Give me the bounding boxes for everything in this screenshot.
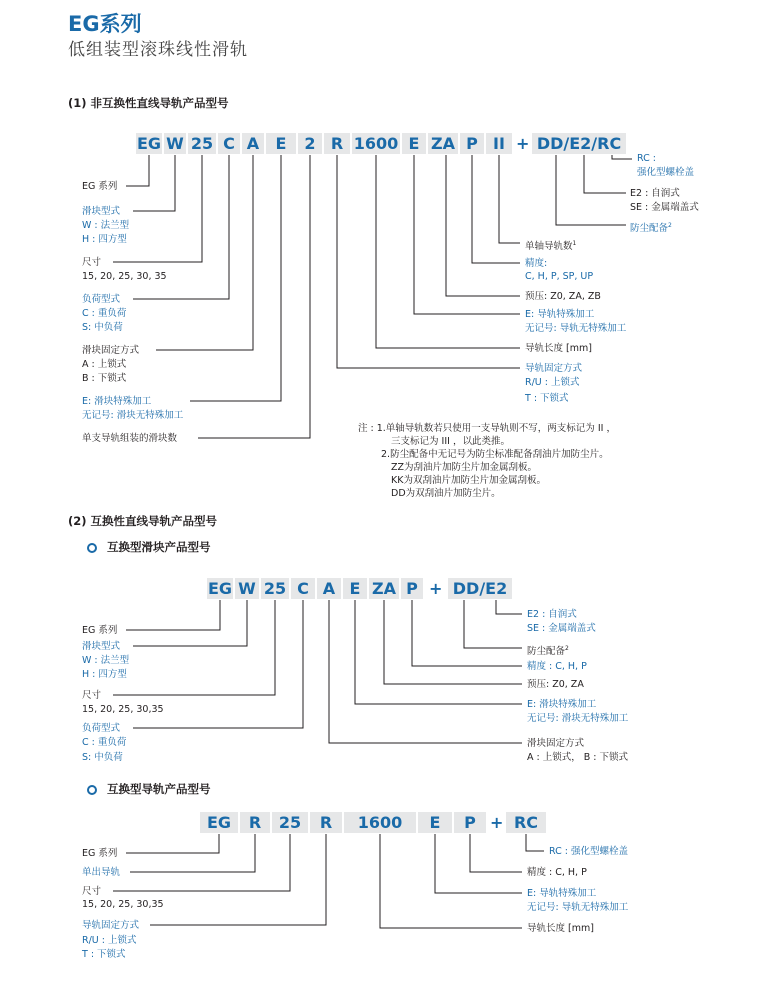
- label-c: C : 重负荷: [82, 308, 127, 319]
- label-s: S: 中负荷: [82, 752, 123, 763]
- label-se: SE : 金属端盖式: [630, 202, 699, 213]
- connector: [126, 155, 149, 186]
- connector: [526, 834, 544, 851]
- label-dust: 防尘配备$^2$: [630, 222, 672, 235]
- label-b: B : 下锁式: [82, 373, 127, 384]
- label-none: 无记号: 滑块无特殊加工: [82, 410, 184, 421]
- code-box: E: [418, 812, 452, 833]
- label-series: EG 系列: [82, 848, 118, 859]
- code-box: EG: [200, 812, 238, 833]
- connector: [113, 834, 290, 891]
- label-fix: 滑块固定方式: [527, 738, 585, 749]
- code-box: E: [402, 133, 426, 154]
- label-t: T : 下锁式: [82, 949, 126, 960]
- label-length: 导轨长度 [mm]: [527, 923, 594, 934]
- connector: [150, 834, 326, 925]
- label-rc: RC : 强化型螺栓盖: [549, 846, 629, 857]
- label-w: W : 法兰型: [82, 220, 130, 231]
- connector: [133, 155, 175, 211]
- connector: [337, 155, 520, 368]
- label-rail-fix: 导轨固定方式: [525, 363, 583, 374]
- code-box: 25: [188, 133, 216, 154]
- label-size: 尺寸: [82, 257, 102, 268]
- connector: [133, 600, 303, 728]
- label-precision: 精度 : C, H, P: [527, 867, 587, 878]
- label-size: 尺寸: [82, 690, 102, 701]
- label-precision: 精度 : C, H, P: [527, 661, 587, 672]
- code-box: R: [240, 812, 270, 833]
- sub1-heading: 互换型滑块产品型号: [107, 540, 211, 554]
- connector: [198, 155, 310, 438]
- sub2-heading: 互换型导轨产品型号: [107, 782, 211, 796]
- label-count: 单支导轨组装的滑块数: [82, 433, 178, 444]
- connector: [376, 155, 520, 348]
- code-box: ZA: [428, 133, 458, 154]
- connector: [355, 600, 522, 704]
- label-se: SE : 金属端盖式: [527, 623, 596, 634]
- code-box: W: [164, 133, 186, 154]
- label-precision-vals: C, H, P, SP, UP: [525, 271, 594, 282]
- connector: [414, 155, 520, 314]
- code-box: A: [242, 133, 264, 154]
- connector: [126, 600, 220, 630]
- label-ab: A : 上锁式， B : 下锁式: [527, 752, 629, 763]
- code-box: E: [343, 578, 367, 599]
- label-size: 尺寸: [82, 886, 102, 897]
- label-s: S: 中负荷: [82, 322, 123, 333]
- code-box: EG: [136, 134, 162, 153]
- label-a: A : 上锁式: [82, 359, 127, 370]
- code-box: R: [310, 812, 342, 833]
- label-h: H : 四方型: [82, 669, 127, 680]
- connector: [446, 155, 520, 296]
- label-sizes: 15, 20, 25, 30,35: [82, 704, 164, 715]
- connector: [113, 600, 275, 695]
- label-e: E: 导轨特殊加工: [527, 888, 597, 899]
- note-line: DD为双刮油片加防尘片。: [391, 488, 501, 499]
- label-preload: 预压: Z0, ZA, ZB: [525, 291, 601, 302]
- label-sizes: 15, 20, 25, 30,35: [82, 899, 164, 910]
- code-box: II: [486, 133, 512, 154]
- code-box: P: [460, 133, 484, 154]
- code-box: ZA: [369, 578, 399, 599]
- label-ru: R/U : 上锁式: [525, 377, 580, 388]
- connector: [412, 600, 522, 666]
- label-load: 负荷型式: [82, 294, 121, 305]
- label-e: E: 滑块特殊加工: [527, 699, 597, 710]
- page-subtitle: 低组装型滚珠线性滑轨: [68, 40, 248, 60]
- code-box: 25: [272, 812, 308, 833]
- label-single: 单出导轨: [82, 867, 121, 878]
- label-h: H : 四方型: [82, 234, 127, 245]
- label-rail-e: E: 导轨特殊加工: [525, 309, 595, 320]
- connector: [384, 600, 522, 684]
- connector: [584, 155, 626, 193]
- code-box: P: [454, 812, 486, 833]
- code-box: W: [235, 578, 259, 599]
- section-1-heading: (1) 非互换性直线导轨产品型号: [68, 96, 229, 110]
- code-box: C: [218, 133, 240, 154]
- label-t: T : 下锁式: [525, 393, 569, 404]
- label-none: 无记号: 导轨无特殊加工: [527, 902, 629, 913]
- label-none: 无记号: 滑块无特殊加工: [527, 713, 629, 724]
- connector: [126, 834, 219, 853]
- label-rc-desc: 强化型螺栓盖: [637, 167, 695, 178]
- connector: [435, 834, 522, 893]
- connector: [133, 600, 247, 646]
- plus-sign: +: [516, 134, 530, 153]
- connector: [499, 155, 520, 243]
- label-e: E: 滑块特殊加工: [82, 396, 152, 407]
- note-line: 三支标记为 III ，以此类推。: [391, 436, 510, 447]
- code-box: C: [291, 578, 315, 599]
- note-line: 2.防尘配备中无记号为防尘标准配备刮油片加防尘片。: [381, 449, 609, 460]
- page-title: EG系列: [68, 12, 142, 36]
- label-rails: 单轴导轨数$^1$: [525, 240, 577, 253]
- connector: [496, 600, 522, 614]
- code-box: 1600: [344, 812, 416, 833]
- label-e2: E2 : 自润式: [630, 188, 680, 199]
- label-rc: RC :: [637, 153, 656, 164]
- plus-sign: +: [429, 579, 443, 598]
- code-box: RC: [506, 812, 546, 833]
- code-box: 2: [298, 133, 322, 154]
- label-series: EG 系列: [82, 181, 118, 192]
- note-line: ZZ为刮油片加防尘片加金属刮板。: [391, 462, 538, 473]
- label-precision: 精度:: [525, 258, 548, 269]
- label-fix: 导轨固定方式: [82, 920, 140, 931]
- label-load: 负荷型式: [82, 723, 121, 734]
- connector: [156, 155, 253, 350]
- code-box: 1600: [353, 134, 399, 153]
- connector: [556, 155, 626, 225]
- label-sizes: 15, 20, 25, 30, 35: [82, 271, 167, 282]
- note-line: KK为双刮油片加防尘片加金属刮板。: [391, 475, 546, 486]
- code-box: DD/E2/RC: [532, 133, 626, 154]
- label-ru: R/U : 上锁式: [82, 935, 137, 946]
- section-2-heading: (2) 互换性直线导轨产品型号: [68, 514, 218, 528]
- code-box: DD/E2: [448, 578, 512, 599]
- code-box: EG: [207, 579, 233, 598]
- connector: [133, 155, 229, 299]
- connector: [464, 600, 522, 648]
- code-box: 25: [261, 578, 289, 599]
- label-w: W : 法兰型: [82, 655, 130, 666]
- label-dust: 防尘配备$^2$: [527, 645, 569, 658]
- connector: [612, 155, 632, 159]
- label-block-type: 滑块型式: [82, 641, 121, 652]
- connector: [380, 834, 522, 928]
- label-preload: 预压: Z0, ZA: [527, 679, 584, 690]
- label-fix: 滑块固定方式: [82, 345, 140, 356]
- code-box: P: [401, 578, 423, 599]
- label-e2: E2 : 自润式: [527, 609, 577, 620]
- code-box: E: [266, 133, 296, 154]
- label-series: EG 系列: [82, 625, 118, 636]
- connector: [329, 600, 522, 743]
- label-rail-none: 无记号: 导轨无特殊加工: [525, 323, 627, 334]
- connector: [472, 155, 520, 263]
- label-block-type: 滑块型式: [82, 206, 121, 217]
- connector: [470, 834, 522, 872]
- label-c: C : 重负荷: [82, 737, 127, 748]
- connector: [113, 155, 202, 262]
- plus-sign: +: [490, 813, 504, 832]
- label-length: 导轨长度 [mm]: [525, 343, 592, 354]
- code-box: R: [324, 133, 350, 154]
- note-line: 注 : 1.单轴导轨数若只使用一支导轨则不写，两支标记为 II ，: [358, 423, 616, 434]
- connector: [190, 155, 281, 401]
- code-box: A: [317, 578, 341, 599]
